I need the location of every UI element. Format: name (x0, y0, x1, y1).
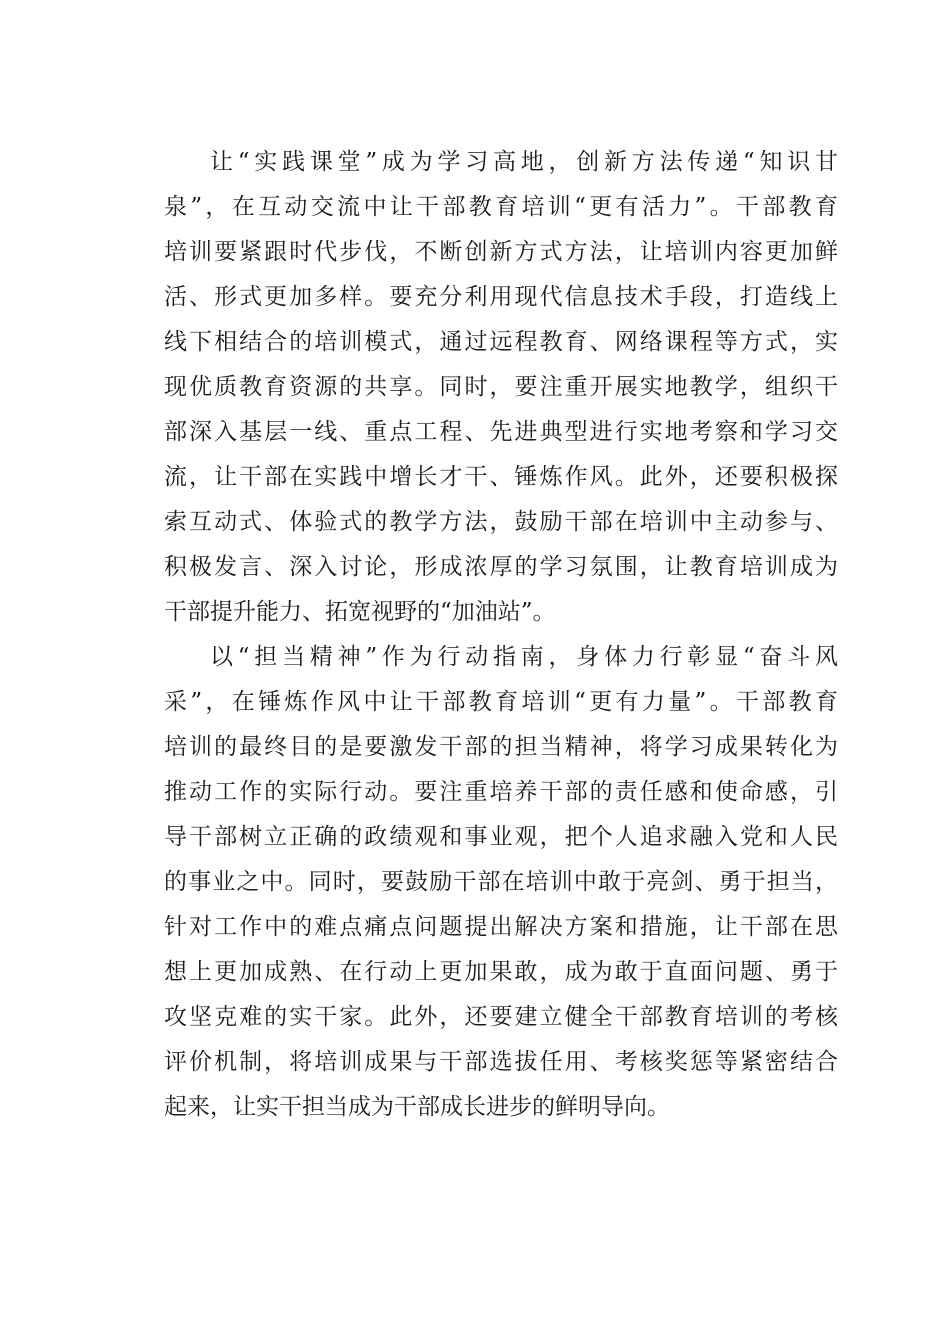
paragraph-line: 流，让干部在实践中增长才干、锤炼作风。此外，还要积极探 (164, 464, 838, 490)
paragraph-line: 针对工作中的难点痛点问题提出解决方案和措施，让干部在思 (164, 914, 838, 940)
paragraph-line: 起来，让实干担当成为干部成长进步的鲜明导向。 (164, 1094, 670, 1120)
paragraph-line: 评价机制，将培训成果与干部选拔任用、考核奖惩等紧密结合 (164, 1049, 838, 1075)
paragraph-line: 导干部树立正确的政绩观和事业观，把个人追求融入党和人民 (164, 824, 838, 850)
document-body (118, 140, 838, 1130)
paragraph-line: 以“担当精神”作为行动指南，身体力行彰显“奋斗风 (210, 644, 838, 670)
paragraph-responsibility-spirit (118, 635, 838, 1130)
paragraph-line: 线下相结合的培训模式，通过远程教育、网络课程等方式，实 (164, 329, 838, 355)
paragraph-line: 培训要紧跟时代步伐，不断创新方式方法，让培训内容更加鲜 (164, 239, 838, 265)
paragraph-line: 攻坚克难的实干家。此外，还要建立健全干部教育培训的考核 (164, 1004, 838, 1030)
paragraph-line: 想上更加成熟、在行动上更加果敢，成为敢于直面问题、勇于 (164, 959, 838, 985)
paragraph-line: 让“实践课堂”成为学习高地，创新方法传递“知识甘 (210, 149, 838, 175)
paragraph-line: 积极发言、深入讨论，形成浓厚的学习氛围，让教育培训成为 (164, 554, 838, 580)
paragraph-line: 推动工作的实际行动。要注重培养干部的责任感和使命感，引 (164, 779, 838, 805)
paragraph-line: 采”，在锤炼作风中让干部教育培训“更有力量”。干部教育 (164, 689, 838, 715)
paragraph-line: 索互动式、体验式的教学方法，鼓励干部在培训中主动参与、 (164, 509, 838, 535)
paragraph-practice-classroom (118, 140, 838, 635)
paragraph-line: 部深入基层一线、重点工程、先进典型进行实地考察和学习交 (164, 419, 838, 445)
paragraph-line: 现优质教育资源的共享。同时，要注重开展实地教学，组织干 (164, 374, 838, 400)
paragraph-line: 活、形式更加多样。要充分利用现代信息技术手段，打造线上 (164, 284, 838, 310)
paragraph-line: 的事业之中。同时，要鼓励干部在培训中敢于亮剑、勇于担当， (164, 869, 838, 895)
paragraph-line: 泉”，在互动交流中让干部教育培训“更有活力”。干部教育 (164, 194, 838, 220)
paragraph-line: 培训的最终目的是要激发干部的担当精神，将学习成果转化为 (164, 734, 838, 760)
paragraph-line: 干部提升能力、拓宽视野的“加油站”。 (164, 599, 556, 625)
